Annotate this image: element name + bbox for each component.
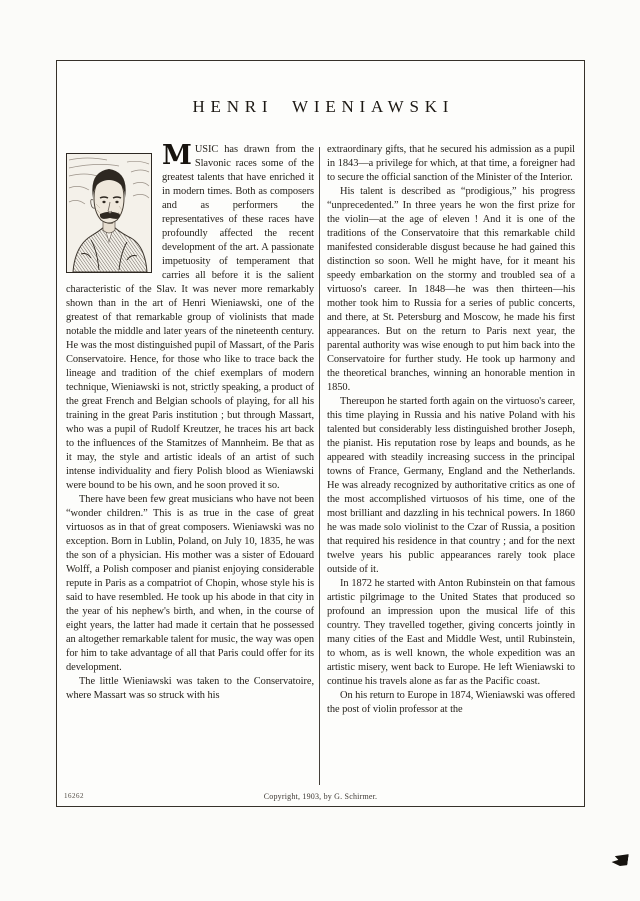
ink-mark bbox=[611, 852, 629, 867]
page-title: HENRI WIENIAWSKI bbox=[192, 97, 455, 116]
paragraph bbox=[66, 140, 314, 493]
dropcap-letter: M bbox=[162, 140, 192, 171]
paragraph: The little Wieniawski was taken to the Conservatoire, where Massart was so struck with his bbox=[66, 676, 314, 701]
paragraph: Thereupon he started forth again on the virtuoso's career, this time playing in Russia and his native Poland with his talented but considerably less distinguished brother Joseph, the pianist. His reputation rose by leaps and bounds, as he appeared with steadily increasing success in the principal towns of France, Germany, England and the Netherlands. He was already recognized by authoritative critics as one of the most accomplished virtuosos of his time, one of the most brilliant and dazzling in his technical powers. In 1860 he was made solo violinist to the Czar of Russia, a position that required his residence in that country ; and for the next twelve years his public appearances rarely took place outside of it. bbox=[327, 396, 575, 575]
paragraph-text: USIC has drawn from the Slavonic races some of the greatest talents that have enriched it in modern times. Both as composers and as performers the representatives of these races have profoundly affected the recent development of the art. A passionate impetuosity of temperament that carries all before it is the salient characteristic of the Slav. It was never more remarkably shown than in the art of Henri Wieniawski, one of the greatest of that remarkable group of violinists that made notable the middle and later years of the nineteenth century. He was the most distinguished pupil of Massart, of the Paris Conservatoire. Hence, for those who like to trace back the lineage and tradition of the chief exemplars of modern technique, Wieniawski is not, strictly speaking, a product of the great French and Belgian schools of playing, for all his training in the great Paris institution ; but through Massart, who was a pupil of Rudolf Kreutzer, he traces his art back to the influences of the Stamitzes of Mannheim. Be that as it may, the style and artistic ideals of an artist of such intense individuality and fiery Polish blood as Wieniawski were bound to be his own, and he soon proved it so. bbox=[66, 144, 314, 491]
page-border-frame bbox=[56, 60, 585, 807]
left-column bbox=[66, 140, 314, 717]
page-footer bbox=[57, 789, 584, 801]
two-column-text bbox=[66, 140, 575, 717]
portrait-engraving-icon bbox=[66, 153, 152, 273]
right-column bbox=[327, 143, 575, 717]
paragraph: His talent is described as “prodigious,” his progress “unprecedented.” In three years he won the first prize for the violin—at the age of eleven ! And it is one of the traditions of the Conservatoire that this remarkable child manifested considerable disgust because he had gained this distinction so soon. Well he might have, for it meant his speedy embarkation on the stormy and troubled sea of a virtuoso's career. In 1848—he was then thirteen—his mother took him to Russia for a series of public concerts, and there, at St. Petersburg and Moscow, he made his first appearances. But on the return to Paris next year, the parental authority was wise enough to put him back into the Conservatoire for further study. He took up harmony and the theoretical branches, winning an honorable mention in 1850. bbox=[327, 186, 575, 393]
column-divider-rule bbox=[319, 147, 320, 785]
paragraph: extraordinary gifts, that he secured his admission as a pupil in 1843—a privilege for which, at that time, a foreigner had to secure the official sanction of the Minister of the Interior. bbox=[327, 144, 575, 183]
copyright-line: Copyright, 1903, by G. Schirmer. bbox=[263, 792, 378, 801]
paragraph: On his return to Europe in 1874, Wieniawski was offered the post of violin professor at the bbox=[327, 690, 575, 715]
paragraph: In 1872 he started with Anton Rubinstein on that famous artistic pilgrimage to the United States that produced so profound an impression upon the musical life of this country. They travelled together, giving concerts jointly in many cities of the East and Middle West, until Rubinstein, to whom, as is well known, the whole expedition was an artistic misery, went back to Europe. He left Wieniawski to continue his travels alone as far as the Pacific coast. bbox=[327, 578, 575, 687]
plate-number: 16262 bbox=[64, 792, 84, 800]
paragraph: There have been few great musicians who have not been “wonder children.” This is as true in the case of great virtuosos as in that of great composers. Wieniawski was no exception. Born in Lublin, Poland, on July 10, 1835, he was the son of a physician. His mother was a sister of Edouard Wolff, a Polish composer and pianist enjoying considerable repute in Paris as a compatriot of Chopin, whose style his is said to have resembled. He took up his abode in that city in the year of his nephew's birth, and when, in the course of eight years, the latter had made it certain that he possessed an altogether remarkable talent for music, the way was open for him to take advantage of all that Paris could offer for its development. bbox=[66, 494, 314, 673]
